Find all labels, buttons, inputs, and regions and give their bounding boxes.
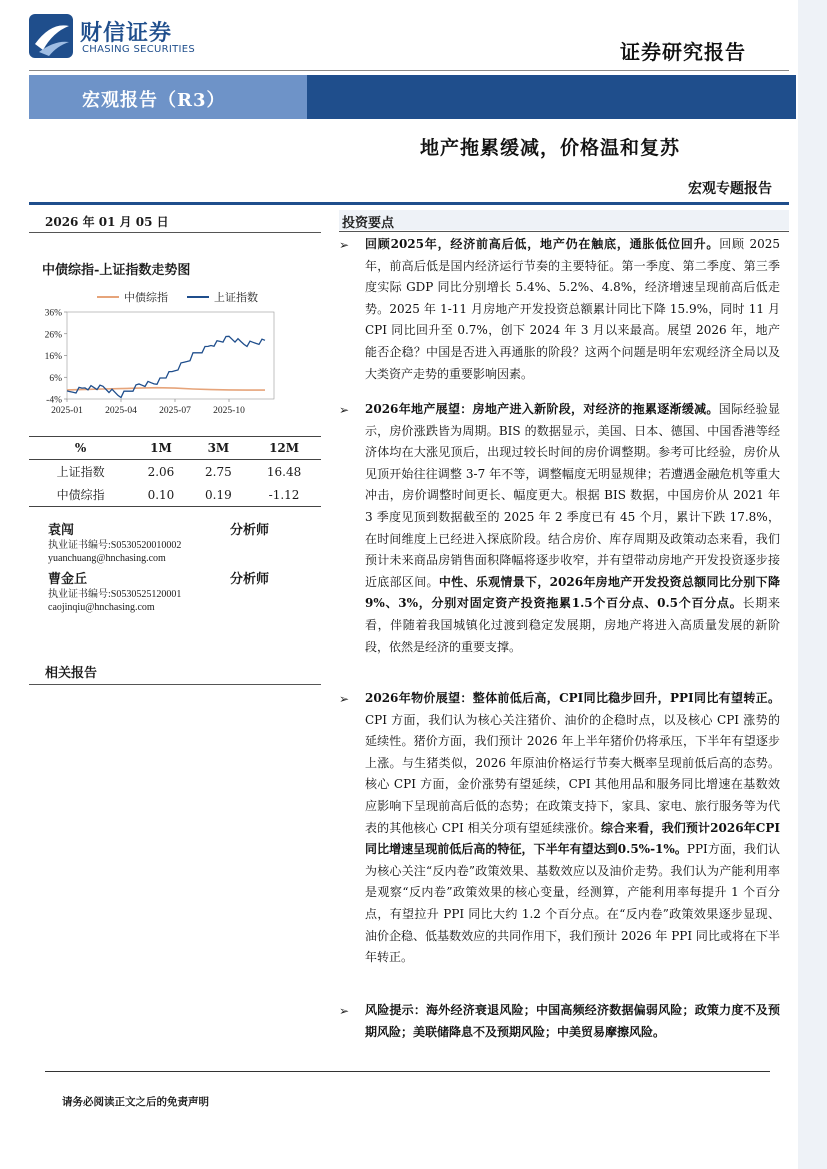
page-edge-stripe — [798, 0, 827, 1169]
table-cell: 0.19 — [190, 483, 247, 507]
table-cell: 中债综指 — [29, 483, 132, 507]
x-tick-label: 2025-01 — [51, 406, 83, 416]
paragraph-body: PPI方面，我们认为核心关注“反内卷”政策效果、基数效应以及油价走势。我们认为产能利用率是观察“反内卷”政策效果的核心变量，经测算，产能利用率每提升 1 个百分点，有望拉升 PPI 同比大约 1.2 个百分点。在“反内卷”政策效果逐步显现、油价企稳、低基数效应的共同作用下，我们预计 2026 年 PPI 同比或将在下半年转正。 — [365, 842, 781, 965]
paragraph-body: 长期来看，伴随着我国城镇化过渡到稳定发展期，房地产将进入高质量发展的新阶段，依然是经济的重要支撑。 — [365, 596, 780, 654]
summary-paragraph — [365, 234, 780, 385]
legend-label: 中债综指 — [124, 291, 168, 304]
section-title: 投资要点 — [342, 216, 395, 231]
bullet-arrow-icon: ➢ — [339, 403, 350, 417]
x-tick-label: 2025-07 — [159, 406, 191, 416]
chart-title: 中债综指-上证指数走势图 — [42, 263, 191, 278]
y-tick-label: 36% — [44, 308, 62, 319]
summary-paragraph — [365, 1000, 780, 1043]
y-tick-label: -4% — [46, 395, 62, 406]
x-tick-label: 2025-10 — [213, 406, 245, 416]
company-logo-icon — [29, 14, 73, 58]
table-cell: 16.48 — [266, 464, 302, 479]
table-cell: 上证指数 — [56, 465, 105, 479]
paragraph-body: 回顾 2025 年，前高后低是国内经济运行节奏的主要特征。第一季度、第二季度、第三季度实际 GDP 同比分别增长 5.4%、5.2%、4.8%，经济增速呈现前高后低走势。2025 年 1-11 月房地产开发投资总额累计同比下降 15.9%，同时 11 月 CPI 同比回升至 0.7%，创下 2024 年 3 月以来最高。展望 2026 年，地产能否企稳？中国是否进入再通胀的阶段？这两个问题是明年宏观经济全局以及大类资产走势的重要影响因素。 — [365, 237, 780, 381]
analyst-name: 曹金丘 — [48, 572, 88, 587]
related-divider — [29, 684, 321, 685]
table-header-row — [29, 437, 321, 460]
section-divider — [339, 231, 789, 232]
paragraph-lead: 2026年物价展望：整体前低后高，CPI同比稳步回升，PPI同比有望转正。 — [365, 691, 780, 705]
title-divider — [29, 202, 789, 205]
analyst-cert: 执业证书编号:S0530525120001 — [48, 589, 182, 600]
paragraph-lead: 回顾2025年，经济前高后低，地产仍在触底，通胀低位回升。 — [365, 237, 720, 251]
header-divider — [29, 70, 789, 71]
legend-label: 上证指数 — [214, 291, 258, 304]
related-reports-heading: 相关报告 — [45, 666, 98, 681]
paragraph-body: 国际经验显示，房价涨跌皆为周期。BIS 的数据显示，美国、日本、德国、中国香港等经济体均在大涨见顶后，出现过较长时间的房价调整期。参考可比经验，房价从见顶开始往往调整 3-7 年不等，调整幅度无明显规律；若遭遇金融危机等重大冲击，房价调整时间更长、幅度更大。根据 BIS 数据，中国房价从 2021 年 3 季度见顶到数据截至的 2025 年 2 季度已有 45 个月，累计下跌 17.8%，在时间维度上已经进入探底阶段。结合房价、库存周期及政策动态来看，我们预计未来商品房销售面积降幅将逐步收窄，并有望带动房地产开发投资逐步接近底部区间。 — [365, 402, 780, 589]
report-date: 2026 年 01 月 05 日 — [45, 215, 169, 229]
performance-table — [29, 436, 321, 507]
table-cell: 0.10 — [132, 483, 189, 507]
banner-right — [307, 75, 796, 119]
y-tick-label: 26% — [44, 330, 62, 341]
analyst-name: 袁闯 — [48, 523, 75, 538]
paragraph-body: CPI 方面，我们认为核心关注猪价、油价的企稳时点，以及核心 CPI 涨势的延续性。猪价方面，我们预计 2026 年上半年猪价仍将承压，下半年有望逐步上涨。与生猪类似，2026 年原油价格运行节奏大概率呈现前低后高的态势。核心 CPI 方面，金价涨势有望延续，CPI 其他用品和服务同比增速在基数效应影响下呈现前高后低的态势；在政策支持下，家具、家电、旅行服务等为代表的其他核心 CPI 相关分项有望延续涨价。 — [365, 712, 780, 835]
paragraph-highlight: 综合来看，我们预计2026年CPI同比增速呈现前低后高的特征，下半年有望达到0.5%-1%。 — [365, 820, 780, 857]
y-tick-label: 6% — [49, 373, 62, 384]
x-tick-label: 2025-04 — [105, 406, 137, 416]
analyst-role: 分析师 — [230, 523, 270, 538]
table-header: 3M — [190, 437, 247, 460]
table-row — [29, 460, 321, 484]
y-tick-label: 16% — [44, 352, 62, 362]
bullet-arrow-icon: ➢ — [339, 238, 350, 252]
index-trend-chart — [29, 282, 321, 432]
table-header: 12M — [247, 437, 321, 460]
table-cell: -1.12 — [247, 483, 321, 507]
analyst-role: 分析师 — [230, 572, 270, 587]
summary-paragraph — [365, 688, 780, 969]
disclaimer-notice: 请务必阅读正文之后的免责声明 — [62, 1096, 209, 1108]
analyst-cert: 执业证书编号:S0530520010002 — [48, 540, 182, 551]
analyst-email[interactable]: yuanchuang@hnchasing.com — [48, 553, 166, 564]
paragraph-lead: 风险提示：海外经济衰退风险；中国高频经济数据偏弱风险；政策力度不及预期风险；美联储降息不及预期风险；中美贸易摩擦风险。 — [365, 1003, 780, 1039]
plot-area — [67, 312, 274, 399]
company-name-en: CHASING SECURITIES — [82, 44, 196, 55]
table-cell: 2.75 — [205, 464, 232, 479]
table-cell: 2.06 — [147, 464, 175, 479]
table-row — [29, 483, 321, 507]
paragraph-highlight: 中性、乐观情景下，2026年房地产开发投资总额同比分别下降9%、3%，分别对固定资产投资拖累1.5个百分点、0.5个百分点。 — [365, 574, 780, 611]
section-header-bg — [339, 210, 789, 230]
report-subtype: 宏观专题报告 — [688, 181, 772, 197]
bullet-arrow-icon: ➢ — [339, 1004, 350, 1018]
bullet-arrow-icon: ➢ — [339, 692, 350, 706]
paragraph-lead: 2026年地产展望：房地产进入新阶段，对经济的拖累逐渐缓减。 — [365, 402, 719, 416]
date-divider — [29, 232, 321, 233]
summary-paragraph — [365, 399, 780, 658]
footer-divider — [45, 1071, 770, 1072]
report-title: 地产拖累缓减，价格温和复苏 — [420, 137, 681, 159]
company-name: 财信证券 — [80, 21, 173, 46]
document-type: 证券研究报告 — [620, 40, 746, 64]
report-category: 宏观报告（R3） — [82, 90, 226, 111]
analyst-email[interactable]: caojinqiu@hnchasing.com — [48, 602, 155, 613]
table-header: 1M — [132, 437, 189, 460]
table-header: % — [29, 437, 132, 460]
